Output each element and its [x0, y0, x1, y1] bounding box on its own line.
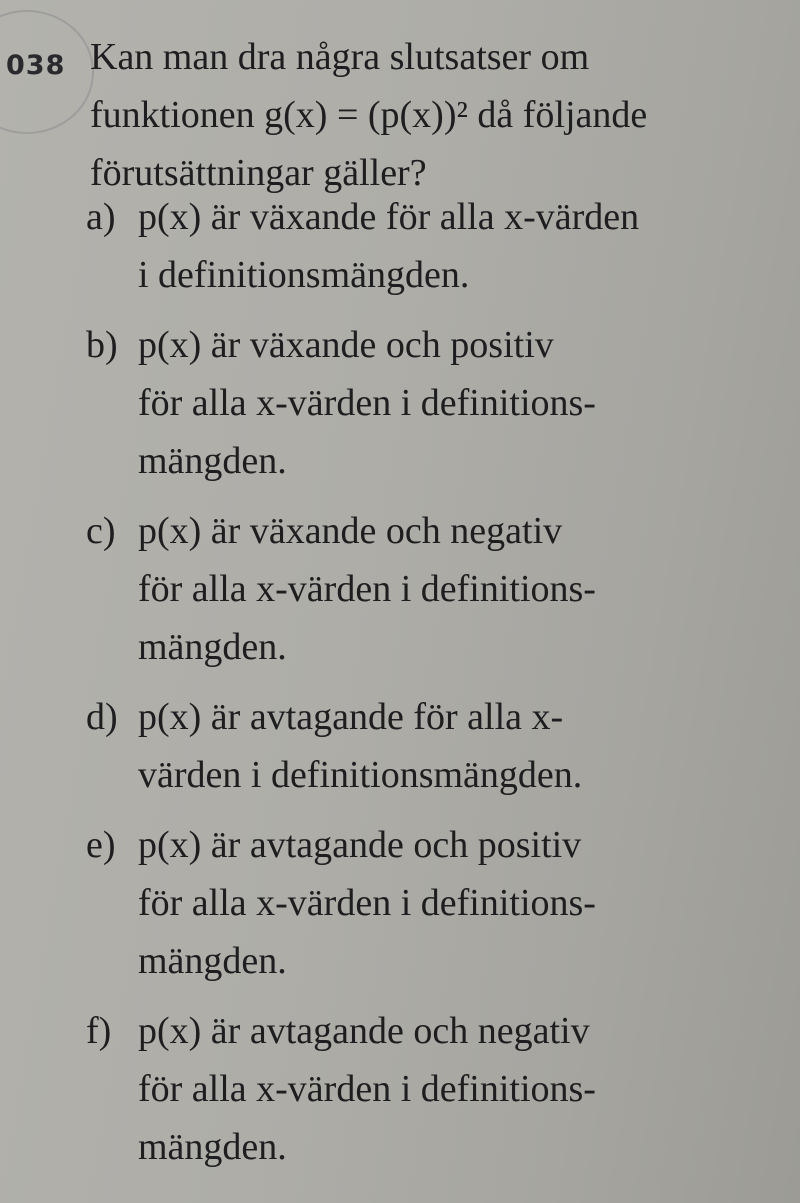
subquestion-line: mängden. — [138, 1126, 287, 1168]
subquestion-letter: f) — [86, 1010, 112, 1052]
subquestion-line: p(x) är växande och negativ — [138, 510, 563, 552]
subquestion-line: i definitionsmängden. — [138, 254, 470, 296]
question-line-3: förutsättningar gäller? — [90, 152, 427, 194]
problem-number: 038 — [6, 50, 66, 81]
subquestion-letter: d) — [86, 696, 118, 738]
subquestion-line: p(x) är avtagande för alla x- — [138, 696, 564, 738]
subquestion-line: mängden. — [138, 626, 287, 668]
subquestion-line: för alla x-värden i definitions- — [138, 1068, 596, 1110]
subquestion-list — [86, 188, 796, 1176]
subquestion-b — [86, 316, 796, 490]
subquestion-line: p(x) är växande och positiv — [138, 324, 554, 366]
problem-question — [90, 28, 790, 202]
subquestion-line: för alla x-värden i definitions- — [138, 882, 596, 924]
subquestion-line: värden i definitionsmängden. — [138, 754, 583, 796]
subquestion-line: för alla x-värden i definitions- — [138, 382, 596, 424]
subquestion-letter: a) — [86, 196, 116, 238]
subquestion-line: mängden. — [138, 440, 287, 482]
subquestion-e — [86, 816, 796, 990]
subquestion-line: p(x) är växande för alla x-värden — [138, 196, 640, 238]
subquestion-letter: e) — [86, 824, 116, 866]
question-line-2: funktionen g(x) = (p(x))² då följande — [90, 94, 648, 136]
subquestion-letter: c) — [86, 510, 116, 552]
subquestion-a — [86, 188, 796, 304]
subquestion-d — [86, 688, 796, 804]
question-line-1: Kan man dra några slutsatser om — [90, 36, 590, 78]
subquestion-line: p(x) är avtagande och negativ — [138, 1010, 590, 1052]
subquestion-f — [86, 1002, 796, 1176]
subquestion-line: för alla x-värden i definitions- — [138, 568, 596, 610]
subquestion-line: p(x) är avtagande och positiv — [138, 824, 582, 866]
subquestion-line: mängden. — [138, 940, 287, 982]
subquestion-c — [86, 502, 796, 676]
subquestion-letter: b) — [86, 324, 118, 366]
